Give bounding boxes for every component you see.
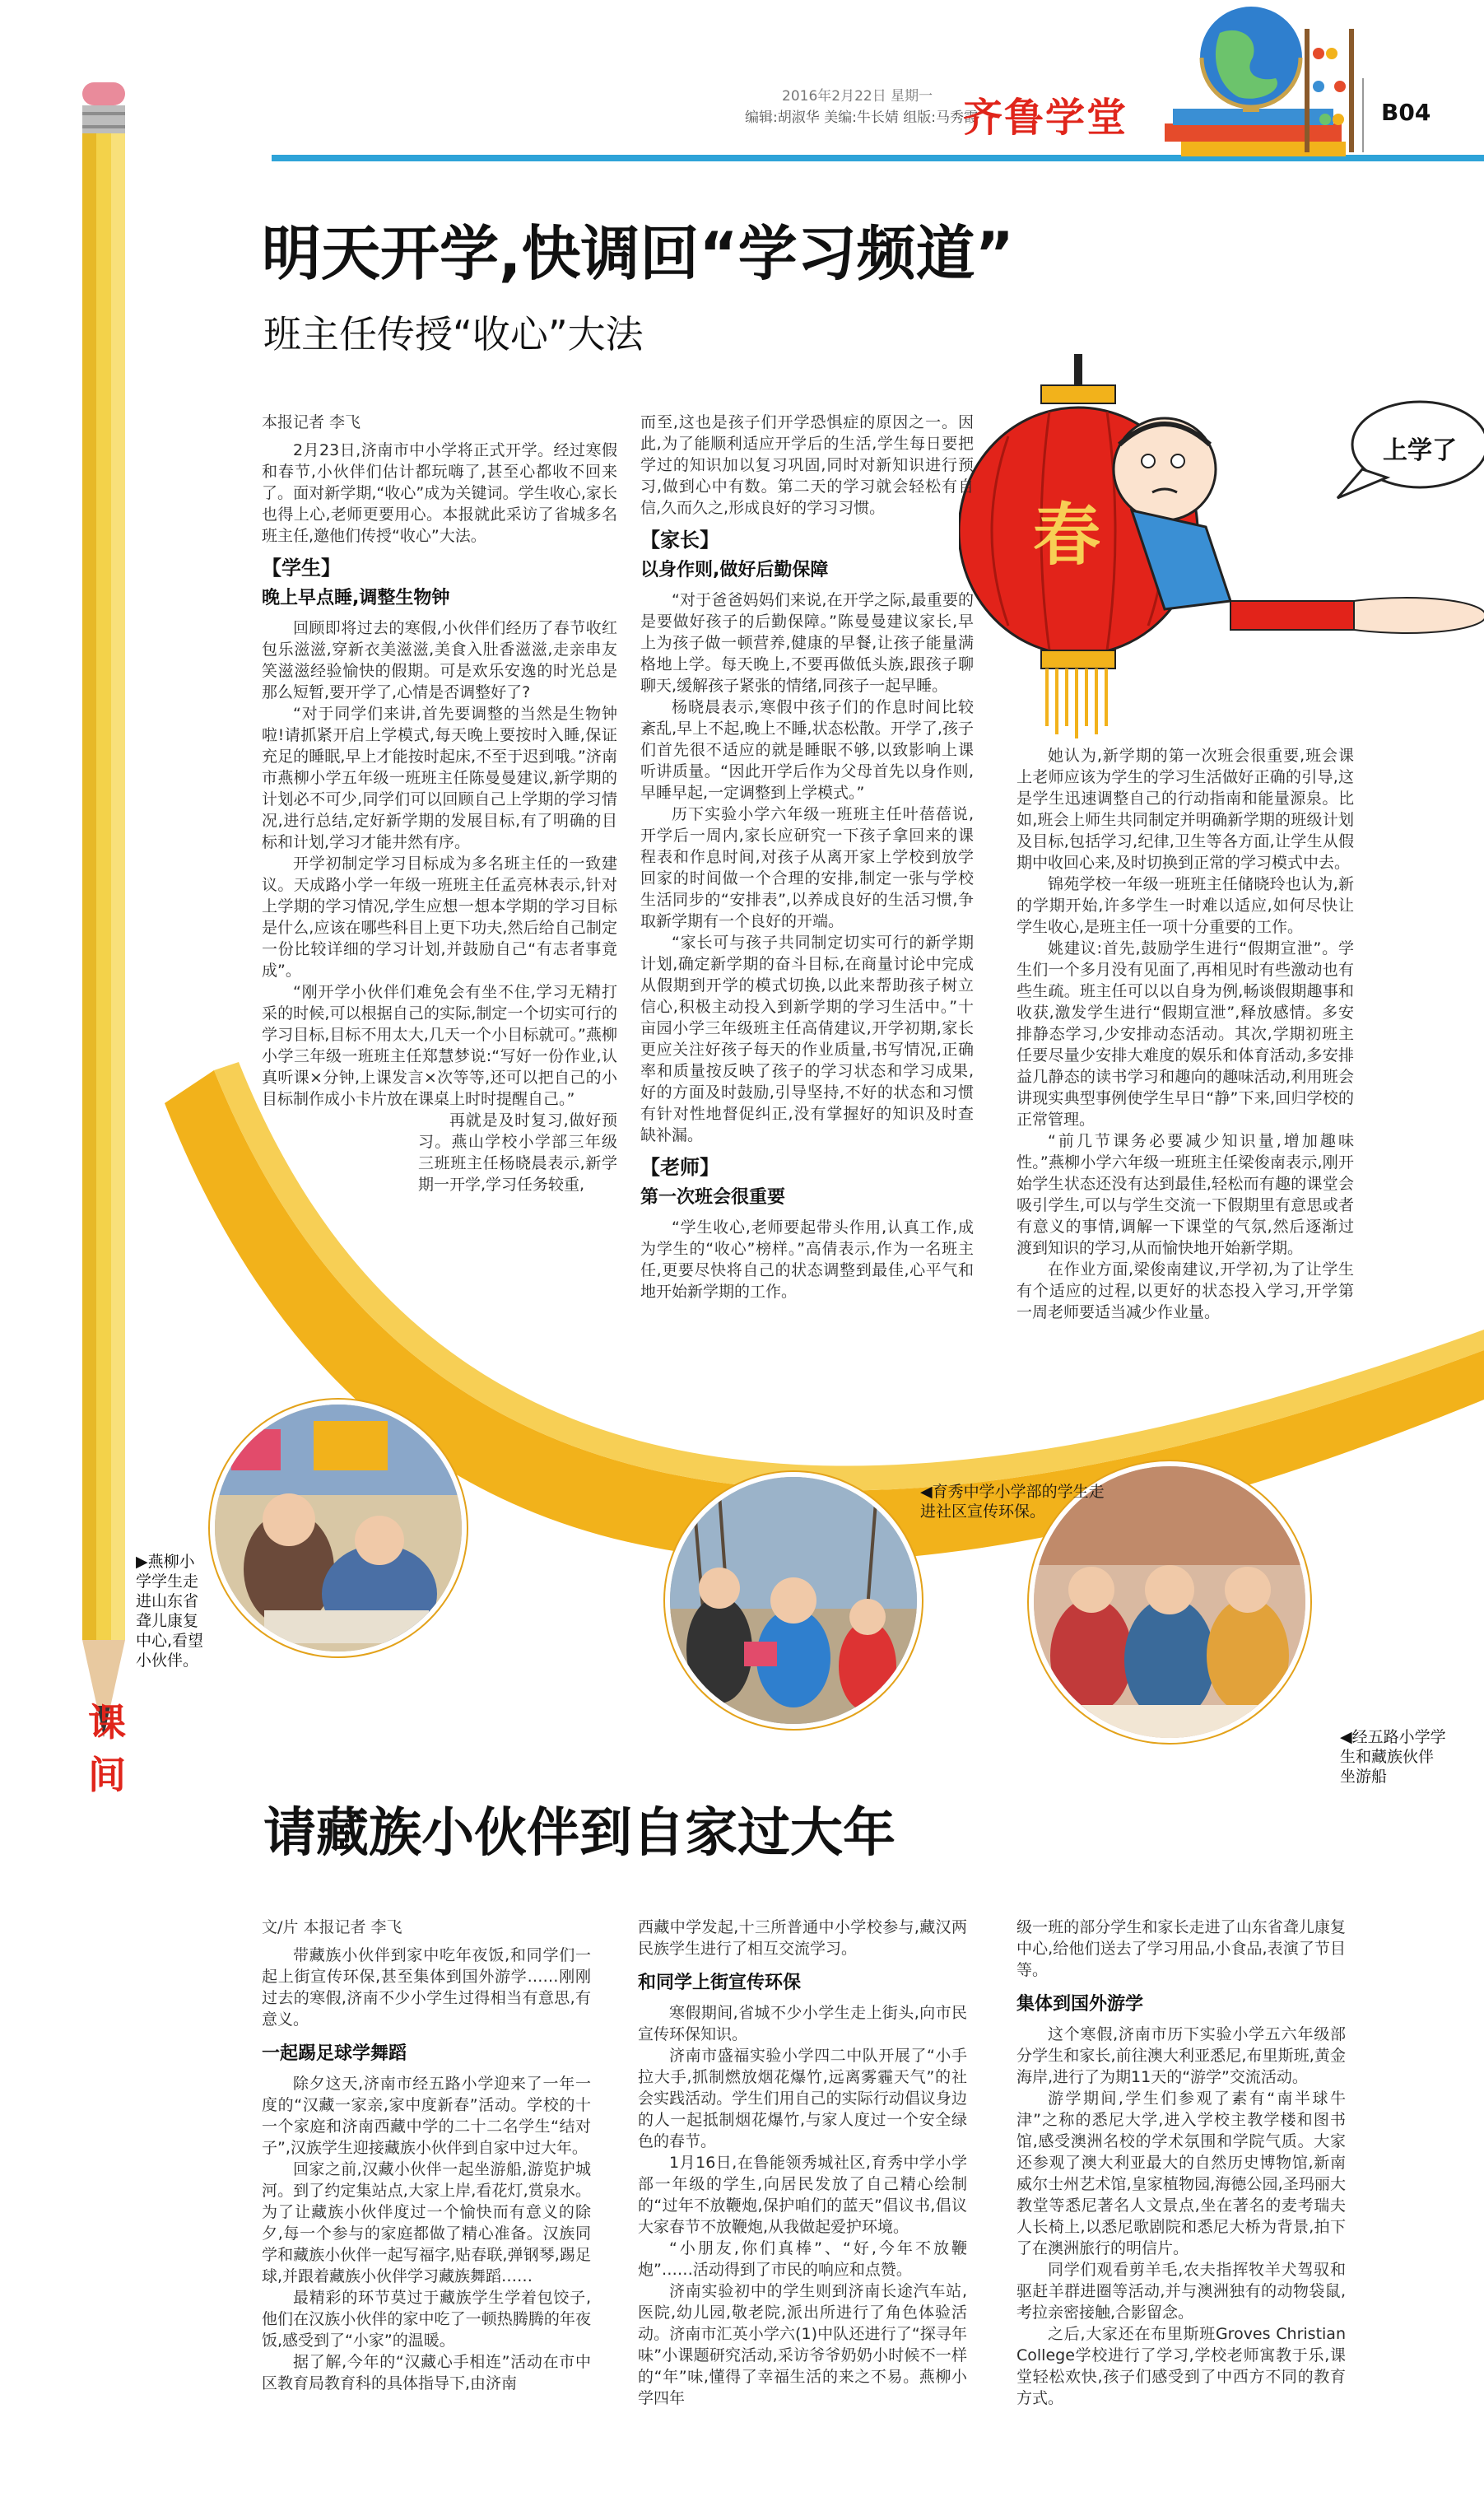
- paragraph: 除夕这天,济南市经五路小学迎来了一年一度的“汉藏一家亲,家中度新春”活动。学校的十一个家庭和济南西藏中学的二十二名学生“结对子”,汉族学生迎接藏族小伙伴到自家中过大年。: [262, 2075, 591, 2157]
- section-title-students: 晚上早点睡,调整生物钟: [262, 588, 450, 608]
- article2-byline: 文/片 本报记者 李飞: [262, 1918, 402, 1936]
- article1-column-2: [640, 412, 974, 1302]
- photo-circle-deaf-center: [210, 1400, 467, 1656]
- article1-column-1: [262, 412, 617, 1195]
- paragraph: 再就是及时复习,做好预习。燕山学校小学部三年级三班班主任杨晓晨表示,新学期一开学,学习任务较重,: [418, 1111, 617, 1194]
- section-title: 齐鲁学堂: [963, 95, 1128, 141]
- paragraph: 姚建议:首先,鼓励学生进行“假期宣泄”。学生们一个多月没有见面了,再相见时有些激动也有些生疏。班主任可以以自身为例,畅谈假期趣事和收获,激发学生进行“假期宣泄”,释放感情。多安排静态学习,少安排动态活动。其次,学期初班主任要尽量少安排大难度的娱乐和体育活动,多安排益几静态的读书学习和趣向的趣味活动,利用班会讲现实典型事例使学生早日“静”下来,回归学校的正常管理。: [1016, 939, 1354, 1129]
- pencil-illustration: [72, 82, 138, 1770]
- photo-caption-3: ◀经五路小学学生和藏族伙伴坐游船: [1340, 1728, 1446, 1786]
- photo-caption-2: ◀育秀中学小学部的学生走进社区宣传环保。: [920, 1483, 1105, 1521]
- header-divider: [1362, 78, 1364, 152]
- article1-headline: 明天开学,快调回“学习频道”: [262, 219, 1014, 288]
- paragraph: 这个寒假,济南市历下实验小学五六年级部分学生和家长,前往澳大利亚悉尼,布里斯班,黄金海岸,进行了为期11天的“游学”交流活动。: [1016, 2025, 1346, 2086]
- paragraph: 游学期间,学生们参观了素有“南半球牛津”之称的悉尼大学,进入学校主教学楼和图书馆,感受澳洲名校的学术氛围和学院气质。大家还参观了澳大利亚最大的自然历史博物馆,新南威尔士州艺术馆,皇家植物园,海德公园,圣玛丽大教堂等悉尼著名人文景点,坐在著名的麦考瑞夫人长椅上,以悉尼歌剧院和悉尼大桥为背景,拍下了在澳洲旅行的明信片。: [1016, 2089, 1346, 2257]
- article2-column-2: [638, 1917, 967, 2409]
- paragraph: “家长可与孩子共同制定切实可行的新学期计划,确定新学期的奋斗目标,在商量讨论中完成从假期到开学的模式切换,以此来帮助孩子树立信心,积极主动投入到新学期的学习生活中。”十亩园小学三年级班主任高倩建议,开学初期,家长更应关注好孩子每天的作业质量,书写情况,正确率和质量按反映了孩子的学习状态和学习成果,好的方面及时鼓励,引导坚持,不好的状态和习惯有针对性地督促纠正,没有掌握好的知识及时查缺补漏。: [640, 934, 974, 1144]
- paragraph: 历下实验小学六年级一班班主任叶蓓蓓说,开学后一周内,家长应研究一下孩子拿回来的课程表和作息时间,对孩子从离开家上学校到放学回家的时间做一个合理的安排,制定一张与学校生活同步的“安排表”,以养成良好的生活习惯,争取新学期有一个良好的开端。: [640, 805, 974, 930]
- paragraph: 回顾即将过去的寒假,小伙伴们经历了春节收红包乐滋滋,穿新衣美滋滋,美食入肚香滋滋,走亲串友笑滋滋经验愉快的假期。可是欢乐安逸的时光总是那么短暂,要开学了,心情是否调整好了?: [262, 619, 617, 701]
- editors-line: 编辑:胡淑华 美编:牛长婧 组版:马秀霞: [745, 109, 978, 126]
- speech-bubble-text: 上学了: [1383, 436, 1457, 465]
- paragraph: “刚开学小伙伴们难免会有坐不住,学习无精打采的时候,可以根据自己的实际,制定一个切实可行的学习目标,目标不用太大,几天一个小目标就可。”燕柳小学三年级一班班主任郑慧梦说:“写好一份作业,认真听课×分钟,上课发言×次等等,还可以把自己的小目标制作成小卡片放在课桌上时时提醒自己。”: [262, 983, 617, 1108]
- paragraph: 之后,大家还在布里斯班Groves Christian College学校进行了学习,学校老师寓教于乐,课堂轻松欢快,孩子们感受到了中西方不同的教育方式。: [1016, 2325, 1346, 2407]
- article2-headline: 请藏族小伙伴到自家过大年: [263, 1803, 896, 1864]
- article1-lead: 2月23日,济南市中小学将正式开学。经过寒假和春节,小伙伴们估计都玩嗨了,甚至心都收不回来了。面对新学期,“收心”成为关键词。学生收心,家长也得上心,老师更要用心。本报就此采访了省城多名班主任,邀他们传授“收心”大法。: [262, 441, 617, 545]
- section-title-study-abroad: 集体到国外游学: [1016, 1994, 1144, 2015]
- photo-circle-environment: [665, 1472, 922, 1729]
- article1-subheadline: 班主任传授“收心”大法: [263, 312, 644, 356]
- side-tag: 课间: [88, 1700, 126, 1797]
- paragraph: “对于爸爸妈妈们来说,在开学之际,最重要的是要做好孩子的后勤保障。”陈曼曼建议家长,早上为孩子做一顿营养,健康的早餐,让孩子能量满格地上学。每天晚上,不要再做低头族,跟孩子聊聊天,缓解孩子紧张的情绪,同孩子一起早睡。: [640, 591, 974, 695]
- section-title-parents: 以身作则,做好后勤保障: [640, 560, 829, 580]
- article1-column-3: [1016, 745, 1354, 1323]
- paragraph: 据了解,今年的“汉藏心手相连”活动在市中区教育局教育科的具体指导下,由济南: [262, 2353, 591, 2392]
- paragraph: “小朋友,你们真棒”、“好,今年不放鞭炮”……活动得到了市民的响应和点赞。: [638, 2239, 967, 2279]
- section-title-football: 一起踢足球学舞蹈: [262, 2043, 407, 2064]
- paragraph: 在作业方面,梁俊南建议,开学初,为了让学生有个适应的过程,以更好的状态投入学习,开学第一周老师要适当减少作业量。: [1016, 1260, 1354, 1321]
- paragraph: 她认为,新学期的第一次班会很重要,班会课上老师应该为学生的学习生活做好正确的引导,这是学生迅速调整自己的行动指南和能量源泉。比如,班会上师生共同制定并明确新学期的班级计划及目标,包括学习,纪律,卫生等各方面,让学生从假期中收回心来,及时切换到正常的学习模式中去。: [1016, 747, 1354, 872]
- paragraph: “学生收心,老师要起带头作用,认真工作,成为学生的“收心”榜样。”高倩表示,作为一名班主任,更要尽快将自己的状态调整到最佳,心平气和地开始新学期的工作。: [640, 1218, 974, 1301]
- article2-lead: 带藏族小伙伴到家中吃年夜饭,和同学们一起上街宣传环保,甚至集体到国外游学……刚刚过去的寒假,济南不少小学生过得相当有意思,有意义。: [262, 1946, 591, 2029]
- section-title-environment: 和同学上街宣传环保: [638, 1973, 802, 1993]
- paragraph: 级一班的部分学生和家长走进了山东省聋儿康复中心,给他们送去了学习用品,小食品,表演了节目等。: [1016, 1918, 1346, 1979]
- paragraph: 而至,这也是孩子们开学恐惧症的原因之一。因此,为了能顺利适应开学后的生活,学生每日要把学过的知识加以复习巩固,同时对新知识进行预习,做到心中有数。第二天的学习就会轻松有自信,久而久之,形成良好的学习习惯。: [640, 413, 974, 517]
- article2-column-3: [1016, 1917, 1346, 2409]
- lantern-character: 春: [1033, 496, 1101, 575]
- paragraph: 济南市盛福实验小学四二中队开展了“小手拉大手,抓制燃放烟花爆竹,远离雾霾天气”的社会实践活动。学生们用自己的实际行动倡议身边的人一起抵制烟花爆竹,与家人度过一个安全绿色的春节。: [638, 2047, 967, 2150]
- paragraph: 济南实验初中的学生则到济南长途汽车站,医院,幼儿园,敬老院,派出所进行了角色体验活动。济南市汇英小学六(1)中队还进行了“探寻年味”小课题研究活动,采访爷爷奶奶小时候不一样的“年”味,懂得了幸福生活的来之不易。燕柳小学四年: [638, 2282, 967, 2407]
- paragraph: 开学初制定学习目标成为多名班主任的一致建议。天成路小学一年级一班班主任孟亮林表示,针对上学期的学习情况,学生应想一想本学期的学习目标是什么,应该在哪些科目上更下功夫,然后给自己制定一份比较详细的学习计划,并鼓励自己“有志者事竟成”。: [262, 855, 617, 980]
- section-tag-teachers: 【老师】: [640, 1156, 719, 1179]
- section-title-teachers: 第一次班会很重要: [640, 1187, 786, 1208]
- paragraph: 寒假期间,省城不少小学生走上街头,向市民宣传环保知识。: [638, 2004, 967, 2043]
- paragraph: 杨晓晨表示,寒假中孩子们的作息时间比较紊乱,早上不起,晚上不睡,状态松散。开学了,孩子们首先很不适应的就是睡眠不够,以致影响上课听讲质量。“因此开学后作为父母首先以身作则,早睡早起,一定调整到上学模式。”: [640, 698, 974, 802]
- article2-column-1: [262, 1917, 591, 2394]
- section-tag-students: 【学生】: [262, 557, 341, 580]
- paragraph: 同学们观看剪羊毛,农夫指挥牧羊犬驾驭和驱赶羊群进圈等活动,并与澳洲独有的动物袋鼠,考拉亲密接触,合影留念。: [1016, 2261, 1346, 2322]
- paragraph: 锦苑学校一年级一班班主任储晓玲也认为,新的学期开始,许多学生一时难以适应,如何尽快让学生收心,是班主任一项十分重要的工作。: [1016, 875, 1354, 936]
- paragraph: 最精彩的环节莫过于藏族学生学着包饺子,他们在汉族小伙伴的家中吃了一顿热腾腾的年夜饭,感受到了“小家”的温暖。: [262, 2289, 591, 2350]
- abacus-icon: [1300, 29, 1358, 152]
- photo-caption-1: ▶燕柳小学学生走进山东省聋儿康复中心,看望小伙伴。: [136, 1553, 204, 1670]
- paragraph: “对于同学们来讲,首先要调整的当然是生物钟啦!请抓紧开启上学模式,每天晚上要按时入睡,保证充足的睡眠,早上才能按时起床,不至于迟到哦。”济南市燕柳小学五年级一班班主任陈曼曼建议,新学期的计划必不可少,同学们可以回顾自己上学期的学习情况,进行总结,定好新学期的发展目标,有了明确的目标和计划,学习才能井然有序。: [262, 705, 617, 851]
- paragraph: 1月16日,在鲁能领秀城社区,育秀中学小学部一年级的学生,向居民发放了自己精心绘制的“过年不放鞭炮,保护咱们的蓝天”倡议书,倡议大家春节不放鞭炮,从我做起爱护环境。: [638, 2154, 967, 2236]
- paragraph: 回家之前,汉藏小伙伴一起坐游船,游览护城河。到了约定集站点,大家上岸,看花灯,赏泉水。为了让藏族小伙伴度过一个愉快而有意义的除夕,每一个参与的家庭都做了精心准备。汉族同学和藏族小伙伴一起写福字,贴春联,弹钢琴,踢足球,并跟着藏族小伙伴学习藏族舞蹈……: [262, 2160, 591, 2285]
- page-number: B04: [1381, 99, 1431, 126]
- paragraph: “前几节课务必要减少知识量,增加趣味性。”燕柳小学六年级一班班主任梁俊南表示,刚开始学生状态还没有达到最佳,轻松而有趣的课堂会吸引学生,可以与学生交流一下假期里有意思或者有意义的事情,调解一下课堂的气氛,然后逐渐过渡到知识的学习,从而愉快地开始新学期。: [1016, 1132, 1354, 1257]
- paragraph: 西藏中学发起,十三所普通中小学校参与,藏汉两民族学生进行了相互交流学习。: [638, 1918, 967, 1958]
- date-line: 2016年2月22日 星期一: [782, 88, 933, 105]
- article1-byline: 本报记者 李飞: [262, 413, 361, 431]
- section-tag-parents: 【家长】: [640, 529, 719, 552]
